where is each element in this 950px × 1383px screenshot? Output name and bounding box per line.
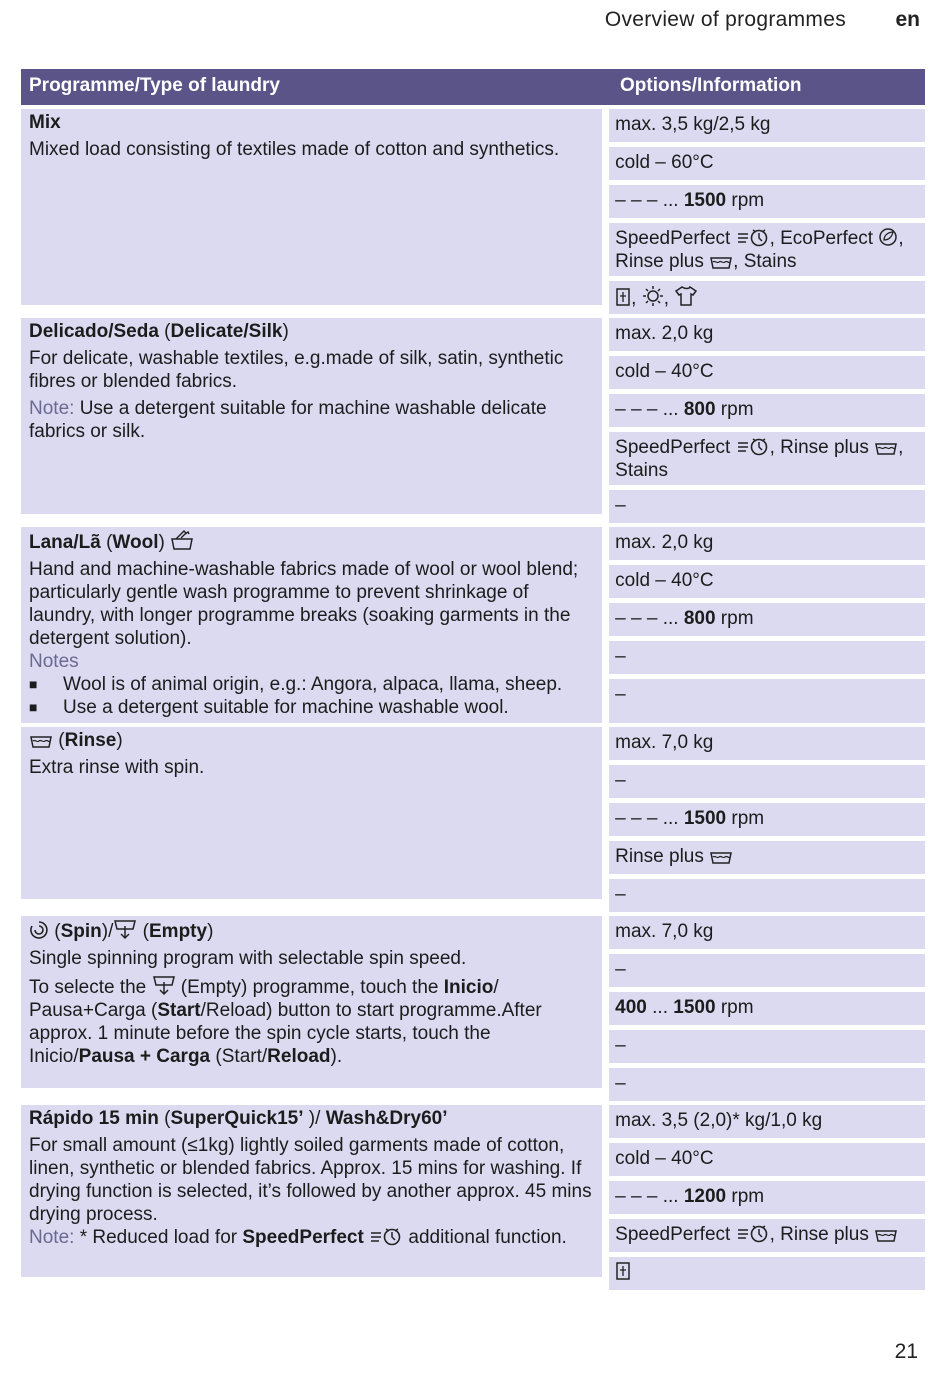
option-spin-speed: 400 ... 1500 rpm bbox=[609, 992, 925, 1025]
option-max-load: max. 7,0 kg bbox=[609, 727, 925, 760]
option-additional-functions: – bbox=[609, 641, 925, 674]
programme-cell-wool: Lana/Lã (Wool) Hand and machine-washable fabrics made of wool or wool blend; particularly gentle wash programme to prevent shrinkage of laundry, with longer programme breaks (soaking garments in the detergent solution). Notes ■ Wool is of animal origin, e.g.: Angora, alpaca, llama, sheep. ■ Use a detergent suitable for machine washable wool. bbox=[21, 527, 602, 723]
programme-name: Rápido 15 min bbox=[29, 1108, 159, 1129]
programme-row-quick bbox=[21, 1105, 925, 1290]
option-additional-functions: Rinse plus bbox=[609, 841, 925, 874]
programme-row-mix bbox=[21, 109, 925, 314]
option-additional-functions: SpeedPerfect , Rinse plus bbox=[609, 1219, 925, 1252]
rinse-plus-icon bbox=[709, 254, 733, 270]
option-spin-speed: – – – ... 800 rpm bbox=[609, 603, 925, 636]
option-temperature: – bbox=[609, 954, 925, 987]
programme-instructions: To selecte the (Empty) programme, touch the Inicio/ Pausa+Carga (Start/Reload) button to start programme.After approx. 1 minute before the spin cycle starts, touch the Inicio/Pausa + Carga (Start/Reload). bbox=[29, 974, 594, 1068]
option-max-load: max. 7,0 kg bbox=[609, 916, 925, 949]
programme-description: Hand and machine-washable fabrics made of wool or wool blend; particularly gentle wash programme to prevent shrinkage of laundry, with longer programme breaks (soaking garments in the detergent solution). bbox=[29, 559, 579, 649]
option-spin-speed: – – – ... 1500 rpm bbox=[609, 803, 925, 836]
options-cell-quick bbox=[609, 1105, 925, 1290]
programme-description: For small amount (≤1kg) lightly soiled garments made of cotton, linen, synthetic or blended fabrics. Approx. 15 mins for washing. If drying function is selected, it’s followed by another approx. 45 mins drying process. bbox=[29, 1135, 592, 1225]
programme-table bbox=[21, 69, 925, 1290]
programme-name: Rinse bbox=[64, 730, 117, 751]
programme-row-spin bbox=[21, 916, 925, 1101]
programme-cell-rinse: (Rinse) Extra rinse with spin. bbox=[21, 727, 602, 899]
programme-note: Note: * Reduced load for SpeedPerfect additional function. bbox=[29, 1227, 567, 1248]
option-additional-functions: SpeedPerfect , EcoPerfect , Rinse plus , Stains bbox=[609, 223, 925, 276]
option-temperature: – bbox=[609, 765, 925, 798]
hand-wash-icon bbox=[170, 529, 194, 551]
programme-description: For delicate, washable textiles, e.g.made of silk, satin, synthetic fibres or blended fabrics. bbox=[29, 348, 564, 392]
speedperfect-icon bbox=[736, 1223, 770, 1243]
column-header-programme: Programme/Type of laundry bbox=[29, 75, 280, 96]
option-temperature: cold – 40°C bbox=[609, 1143, 925, 1176]
page-number: 21 bbox=[894, 1340, 918, 1363]
option-symbols: , , bbox=[609, 281, 925, 314]
programme-description: Single spinning program with selectable spin speed. bbox=[29, 948, 467, 969]
spin-icon bbox=[29, 920, 49, 940]
options-cell-spin bbox=[609, 916, 925, 1101]
options-cell-rinse bbox=[609, 727, 925, 912]
drying-icon bbox=[615, 287, 631, 307]
option-max-load: max. 2,0 kg bbox=[609, 318, 925, 351]
programme-cell-mix bbox=[21, 109, 602, 305]
options-cell-delicate bbox=[609, 318, 925, 523]
programme-row-delicate bbox=[21, 318, 925, 523]
speedperfect-icon bbox=[736, 227, 770, 247]
speedperfect-icon bbox=[369, 1226, 403, 1246]
option-additional-functions: – bbox=[609, 1030, 925, 1063]
programme-name: Lana/Lã bbox=[29, 532, 101, 553]
option-symbols: – bbox=[609, 490, 925, 523]
rinse-plus-icon bbox=[874, 440, 898, 456]
speedperfect-icon bbox=[736, 436, 770, 456]
sun-icon bbox=[642, 285, 664, 307]
shirt-icon bbox=[674, 285, 698, 307]
empty-icon bbox=[152, 974, 176, 996]
rinse-plus-icon bbox=[709, 849, 733, 865]
table-header bbox=[21, 69, 925, 105]
option-temperature: cold – 40°C bbox=[609, 565, 925, 598]
option-symbols: – bbox=[609, 1068, 925, 1101]
option-symbols: – bbox=[609, 679, 925, 723]
drying-icon bbox=[615, 1261, 631, 1281]
programme-description: Extra rinse with spin. bbox=[29, 757, 205, 778]
programme-name: Mix bbox=[29, 112, 61, 133]
option-spin-speed: – – – ... 800 rpm bbox=[609, 394, 925, 427]
programme-row-wool bbox=[21, 527, 925, 723]
programme-note: Note: Use a detergent suitable for machine washable delicate fabrics or silk. bbox=[29, 398, 547, 442]
note-bullet: ■ Use a detergent suitable for machine washable wool. bbox=[29, 697, 509, 718]
options-cell-mix bbox=[609, 109, 925, 314]
option-additional-functions: SpeedPerfect , Rinse plus , Stains bbox=[609, 432, 925, 485]
option-temperature: cold – 60°C bbox=[609, 147, 925, 180]
notes-label: Notes bbox=[29, 651, 79, 672]
note-bullet: ■ Wool is of animal origin, e.g.: Angora, alpaca, llama, sheep. bbox=[29, 674, 563, 695]
programme-name: Delicado/Seda bbox=[29, 321, 159, 342]
option-spin-speed: – – – ... 1500 rpm bbox=[609, 185, 925, 218]
option-temperature: cold – 40°C bbox=[609, 356, 925, 389]
programme-cell-quick: Rápido 15 min (SuperQuick15’ )/ Wash&Dry60’ For small amount (≤1kg) lightly soiled garments made of cotton, linen, synthetic or blended fabrics. Approx. 15 mins for washing. If drying function is selected, it’s followed by another approx. 45 mins drying process. Note: * Reduced load for SpeedPerfect additional function. bbox=[21, 1105, 602, 1277]
programme-description: Mixed load consisting of textiles made of cotton and synthetics. bbox=[29, 139, 560, 160]
ecoperfect-icon bbox=[878, 227, 898, 247]
option-max-load: max. 3,5 kg/2,5 kg bbox=[609, 109, 925, 142]
programme-name: Spin bbox=[60, 921, 102, 942]
programme-cell-spin: (Spin)/ (Empty) Single spinning program with selectable spin speed. To selecte the (Empty) programme, touch the Inicio/ Pausa+Carga (Start/Reload) button to start programme.After approx. 1 minute before the spin cycle starts, touch the Inicio/Pausa + Carga (Start/Reload). bbox=[21, 916, 602, 1088]
option-symbols bbox=[609, 1257, 925, 1290]
programme-cell-delicate: Delicado/Seda (Delicate/Silk) For delicate, washable textiles, e.g.made of silk, satin, synthetic fibres or blended fabrics. Note: Use a detergent suitable for machine washable delicate fabrics or silk. bbox=[21, 318, 602, 514]
option-symbols: – bbox=[609, 879, 925, 912]
empty-icon bbox=[113, 918, 137, 940]
language-code: en bbox=[895, 8, 920, 31]
programme-row-rinse bbox=[21, 727, 925, 912]
page-header-title: Overview of programmes bbox=[604, 8, 846, 31]
options-cell-wool bbox=[609, 527, 925, 723]
option-max-load: max. 3,5 (2,0)* kg/1,0 kg bbox=[609, 1105, 925, 1138]
option-max-load: max. 2,0 kg bbox=[609, 527, 925, 560]
rinse-plus-icon bbox=[874, 1227, 898, 1243]
rinse-icon bbox=[29, 733, 53, 749]
column-header-options: Options/Information bbox=[620, 75, 802, 96]
option-spin-speed: – – – ... 1200 rpm bbox=[609, 1181, 925, 1214]
